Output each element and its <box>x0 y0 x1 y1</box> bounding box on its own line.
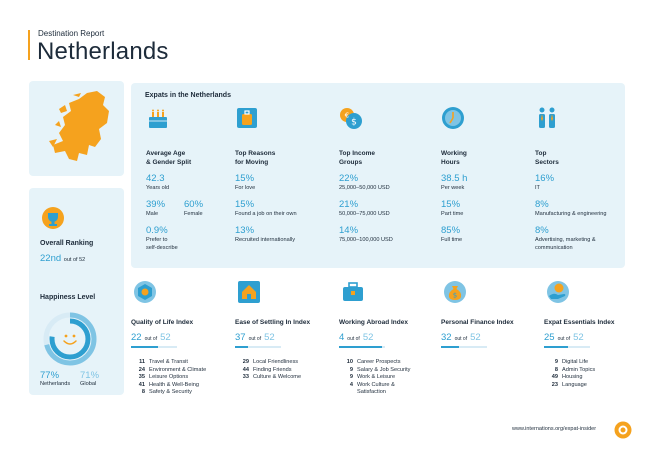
hours-value: 85% <box>441 225 461 236</box>
sub-index <box>131 359 227 367</box>
other-gender-label-line: self-describe <box>146 245 178 251</box>
index-total: 52 <box>160 332 171 343</box>
index-total: 52 <box>470 332 481 343</box>
income-label: 50,000–75,000 USD <box>339 211 390 217</box>
index-total: 52 <box>264 332 275 343</box>
other-gender-label-line: Prefer to <box>146 237 168 243</box>
globe-icon <box>133 280 157 304</box>
reason-label: Found a job on their own <box>235 211 297 217</box>
coins-icon <box>339 106 363 130</box>
sub-index <box>544 382 640 390</box>
income-value: 21% <box>339 199 359 210</box>
expat-essentials-index <box>544 280 640 389</box>
sub-index-rank: 49 <box>551 374 558 381</box>
sub-index-label: Health & Well-Being <box>149 381 199 388</box>
age-value: 42.3 <box>146 173 165 184</box>
sub-index-label: Satisfaction <box>357 389 386 396</box>
index-bar-fill <box>339 346 382 348</box>
sub-index <box>235 374 331 382</box>
sub-index-rank: 11 <box>139 359 145 365</box>
sub-index <box>339 359 435 367</box>
sub-index-label: Finding Friends <box>253 366 292 373</box>
birthday-cake-icon <box>146 106 170 130</box>
smiley-icon <box>64 335 76 344</box>
sub-index <box>339 382 435 390</box>
income-value: 22% <box>339 173 359 184</box>
male-label: Male <box>146 211 159 217</box>
index-out-of: out of <box>557 336 571 342</box>
index-bar <box>544 346 590 348</box>
personal-finance-index <box>441 280 537 359</box>
index-out-of: out of <box>144 336 158 342</box>
clock-icon <box>441 106 465 130</box>
index-bar <box>441 346 487 348</box>
reason-label: For love <box>235 185 256 191</box>
sector-label: Manufacturing & engineering <box>535 211 607 217</box>
sub-index-rank: 8 <box>141 389 145 396</box>
index-title: Quality of Life Index <box>131 319 194 326</box>
sub-index-label: Housing <box>562 374 583 381</box>
sub-index <box>235 359 331 367</box>
reasons-column <box>235 106 330 251</box>
sub-index-rank: 4 <box>349 381 353 388</box>
col-heading: Top <box>535 150 547 157</box>
footer-url[interactable]: www.internations.org/expat-insider <box>512 426 597 432</box>
internations-logo-icon <box>614 421 632 439</box>
sub-index-rank: 33 <box>242 374 249 381</box>
index-out-of: out of <box>347 336 360 342</box>
index-bar <box>235 346 281 348</box>
income-label: 25,000–50,000 USD <box>339 185 390 191</box>
sub-index-rank: 35 <box>138 374 145 381</box>
sub-index <box>131 389 227 397</box>
income-value: 14% <box>339 225 359 236</box>
index-total: 52 <box>573 332 584 343</box>
female-label: Female <box>184 211 203 217</box>
house-icon <box>237 280 261 304</box>
sub-index-rank: 8 <box>554 366 558 373</box>
sub-index-label: Environment & Climate <box>149 366 207 373</box>
index-out-of: out of <box>248 336 262 342</box>
other-gender-value: 0.9% <box>146 225 168 236</box>
quality-of-life-index <box>131 280 227 397</box>
age-gender-column <box>146 106 241 259</box>
sub-index-label: Safety & Security <box>149 389 192 396</box>
income-column <box>339 106 434 251</box>
sub-index <box>339 367 435 375</box>
col-heading: Sectors <box>535 159 559 166</box>
sub-index-label: Work & Leisure <box>357 374 396 381</box>
sector-value: 8% <box>535 225 549 236</box>
sub-index-label: Digital Life <box>562 359 589 365</box>
index-rank: 25 <box>544 332 555 343</box>
sector-label-line: communication <box>535 245 573 251</box>
sub-index-label: Local Friendliness <box>253 359 299 365</box>
report-subtitle: Destination Report <box>38 29 105 38</box>
sub-index <box>131 382 227 390</box>
happiness-nl-value: 77% <box>40 370 60 381</box>
col-heading: & Gender Split <box>146 159 192 166</box>
index-bar <box>339 346 385 348</box>
sub-index-rank: 44 <box>242 366 249 373</box>
sub-index-rank: 29 <box>242 359 249 365</box>
index-rank: 4 <box>339 332 345 343</box>
sub-index-label: Career Prospects <box>357 359 401 365</box>
index-rank: 37 <box>235 332 246 343</box>
col-heading: Top Reasons <box>235 150 276 157</box>
sub-index-label: Work Culture & <box>357 381 395 388</box>
sector-label <box>535 236 630 252</box>
happiness-gauge <box>42 311 98 367</box>
working-abroad-index <box>339 280 435 397</box>
sector-value: 8% <box>535 199 549 210</box>
sub-index-rank: 9 <box>349 366 353 373</box>
money-bag-icon <box>443 280 467 304</box>
sector-label-line: Advertising, marketing & <box>535 237 596 243</box>
hours-label: Full time <box>441 237 463 243</box>
sub-index <box>235 367 331 375</box>
sub-index-rank: 9 <box>554 359 558 365</box>
sub-index <box>339 389 435 397</box>
index-title: Personal Finance Index <box>441 319 514 326</box>
svg-text:€: € <box>344 111 350 120</box>
sub-index-label: Salary & Job Security <box>357 366 411 373</box>
ease-of-settling-in-index <box>235 280 331 382</box>
sub-index-label: Culture & Welcome <box>253 374 302 381</box>
sub-index-rank: 24 <box>138 366 145 373</box>
trophy-icon <box>40 205 66 231</box>
index-bar-fill <box>235 346 248 348</box>
svg-text:$: $ <box>351 117 357 128</box>
page-title: Netherlands <box>37 38 169 65</box>
col-heading: for Moving <box>235 159 269 166</box>
index-bar-fill <box>131 346 158 348</box>
briefcase-icon <box>341 280 365 304</box>
sub-index <box>339 374 435 382</box>
netherlands-map-icon <box>29 81 124 176</box>
index-rank: 22 <box>131 332 142 343</box>
hours-value: 38.5 h <box>441 173 468 184</box>
sub-index <box>544 374 640 382</box>
income-label: 75,000–100,000 USD <box>339 237 393 243</box>
sub-index-label: Leisure Options <box>149 374 189 381</box>
sub-index <box>544 359 640 367</box>
sub-index-label: Language <box>562 381 587 388</box>
happiness-nl-label: Netherlands <box>40 381 71 387</box>
sub-index <box>131 367 227 375</box>
sub-index-rank: 41 <box>138 381 145 388</box>
expats-heading: Expats in the Netherlands <box>145 92 231 99</box>
accent-bar <box>28 30 30 60</box>
sub-index-rank: 10 <box>346 359 353 365</box>
hours-value: 15% <box>441 199 461 210</box>
other-gender-label <box>146 236 241 252</box>
index-title: Expat Essentials Index <box>544 319 615 326</box>
reason-value: 15% <box>235 173 255 184</box>
sub-index-rank <box>339 389 353 397</box>
col-heading: Groups <box>339 159 363 166</box>
overall-ranking-value: 22nd out of 52 <box>40 253 86 264</box>
index-rank: 32 <box>441 332 452 343</box>
sectors-column <box>535 106 630 259</box>
index-title: Working Abroad Index <box>339 319 408 326</box>
male-value: 39% <box>146 199 166 210</box>
map-panel <box>29 81 124 176</box>
sector-value: 16% <box>535 173 555 184</box>
index-bar <box>131 346 177 348</box>
reason-value: 13% <box>235 225 255 236</box>
reason-value: 15% <box>235 199 255 210</box>
hours-label: Per week <box>441 185 465 191</box>
sub-index-label: Admin Topics <box>562 366 596 373</box>
happiness-global-value: 71% <box>80 370 100 381</box>
sub-index <box>544 367 640 375</box>
svg-text:$: $ <box>452 291 458 300</box>
luggage-icon <box>235 106 259 130</box>
hours-column <box>441 106 536 251</box>
col-heading: Top Income <box>339 150 375 157</box>
overall-ranking-title: Overall Ranking <box>40 240 94 247</box>
index-total: 52 <box>362 332 374 343</box>
sub-index-label: Travel & Transit <box>149 359 188 365</box>
happiness-title: Happiness Level <box>40 294 96 301</box>
sub-index <box>131 374 227 382</box>
index-bar-fill <box>544 346 568 348</box>
female-value: 60% <box>184 199 204 210</box>
hours-label: Part time <box>441 211 464 217</box>
sub-index-rank: 9 <box>349 374 353 381</box>
sub-index-rank: 23 <box>551 381 558 388</box>
people-icon <box>535 106 559 130</box>
index-bar-fill <box>441 346 459 348</box>
age-label: Years old <box>146 185 170 191</box>
sector-label: IT <box>535 185 540 191</box>
happiness-global-label: Global <box>80 381 97 387</box>
reason-label: Recruited internationally <box>235 237 296 243</box>
col-heading: Working <box>441 150 467 157</box>
col-heading: Hours <box>441 159 460 166</box>
netherlands-ring <box>52 321 88 357</box>
hand-sphere-icon <box>546 280 570 304</box>
col-heading: Average Age <box>146 150 186 157</box>
index-out-of: out of <box>454 336 468 342</box>
index-title: Ease of Settling In Index <box>235 319 311 326</box>
